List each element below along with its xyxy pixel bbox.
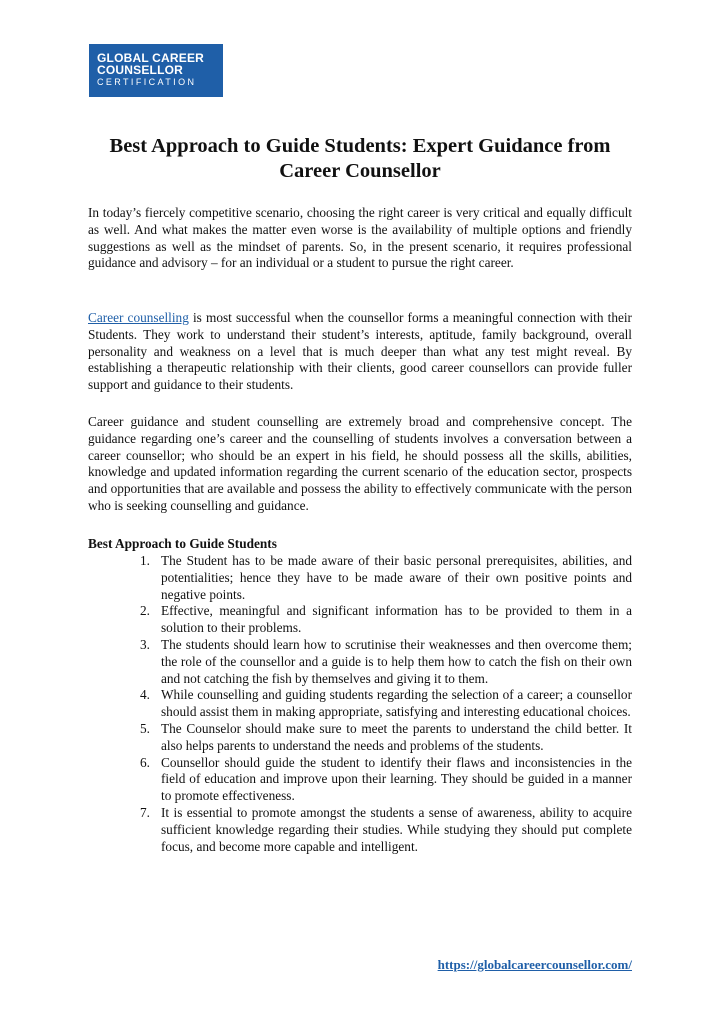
list-item-text: Effective, meaningful and significant information has to be provided to them in a solution to their problems. xyxy=(161,603,632,636)
counselling-paragraph-text: is most successful when the counsellor forms a meaningful connection with their Students. They work to understand their student’s interests, aptitude, family background, overall personality and weakness on a level that is much deeper than what any test might reveal. By establishing a therapeutic relationship with their clients, good career counsellors can provide fuller support and guidance to their students. xyxy=(88,310,632,393)
list-item-text: The Student has to be made aware of their basic personal prerequisites, abilities, and potentialities; hence they have to be made aware of their own positive points and negative points. xyxy=(161,553,632,602)
section-heading: Best Approach to Guide Students xyxy=(88,536,277,551)
intro-paragraph: In today’s fiercely competitive scenario, choosing the right career is very critical and equally difficult as well. And what makes the matter even worse is the availability of multiple options and friendly suggestions as well as the mindset of parents. So, in the present scenario, it requires professional guidance and advisory – for an individual or a student to pursue the right career. xyxy=(88,205,632,271)
list-item-number: 2. xyxy=(140,603,150,619)
steps-list xyxy=(88,553,632,855)
guidance-paragraph: Career guidance and student counselling are extremely broad and comprehensive concept. The guidance regarding one’s career and the counselling of students involves a conversation between a career counsellor; who should be an expert in his field, he should possess all the skills, abilities, knowledge and updated information regarding the current scenario of the education sector, prospects and opportunities that are available and possess the ability to effectively communicate with the person who is seeking counselling and guidance. xyxy=(88,414,632,513)
footer-link[interactable]: https://globalcareercounsellor.com/ xyxy=(437,957,632,972)
list-item xyxy=(88,553,632,603)
brand-logo[interactable] xyxy=(89,44,223,97)
logo-line-1: GLOBAL CAREER xyxy=(97,51,205,65)
logo-line-3: CERTIFICATION xyxy=(97,77,197,87)
list-item xyxy=(88,603,632,637)
list-item-number: 6. xyxy=(140,754,150,770)
list-item xyxy=(88,687,632,721)
page-title: Best Approach to Guide Students: Expert Guidance from Career Counsellor xyxy=(109,135,611,182)
list-item-number: 7. xyxy=(140,804,150,820)
list-item xyxy=(88,755,632,805)
list-item xyxy=(88,805,632,855)
career-counselling-link[interactable]: Career counselling xyxy=(88,310,189,325)
counselling-paragraph xyxy=(88,310,632,394)
list-item-number: 1. xyxy=(140,553,150,568)
list-item xyxy=(88,637,632,687)
list-item-text: The Counselor should make sure to meet the parents to understand the child better. It also helps parents to understand the needs and problems of the students. xyxy=(161,720,632,753)
list-item-text: While counselling and guiding students regarding the selection of a career; a counsellor should assist them in making appropriate, satisfying and interesting educational choices. xyxy=(161,687,632,720)
list-item-number: 5. xyxy=(140,720,150,736)
list-item-text: The students should learn how to scrutinise their weaknesses and then overcome them; the role of the counsellor and a guide is to help them how to catch the fish on their own and not catching the fish by themselves and giving it to them. xyxy=(161,636,632,686)
list-item-number: 3. xyxy=(140,636,150,652)
list-item-number: 4. xyxy=(140,687,150,703)
list-item xyxy=(88,721,632,755)
list-item-text: Counsellor should guide the student to identify their flaws and inconsistencies in the field of education and improve upon their learning. They should be guided in a manner to promote effectiveness. xyxy=(161,754,632,804)
logo-line-2: COUNSELLOR xyxy=(97,63,183,77)
list-item-text: It is essential to promote amongst the students a sense of awareness, ability to acquire sufficient knowledge regarding their studies. While studying they should put complete focus, and become more capable and intelligent. xyxy=(161,804,632,854)
